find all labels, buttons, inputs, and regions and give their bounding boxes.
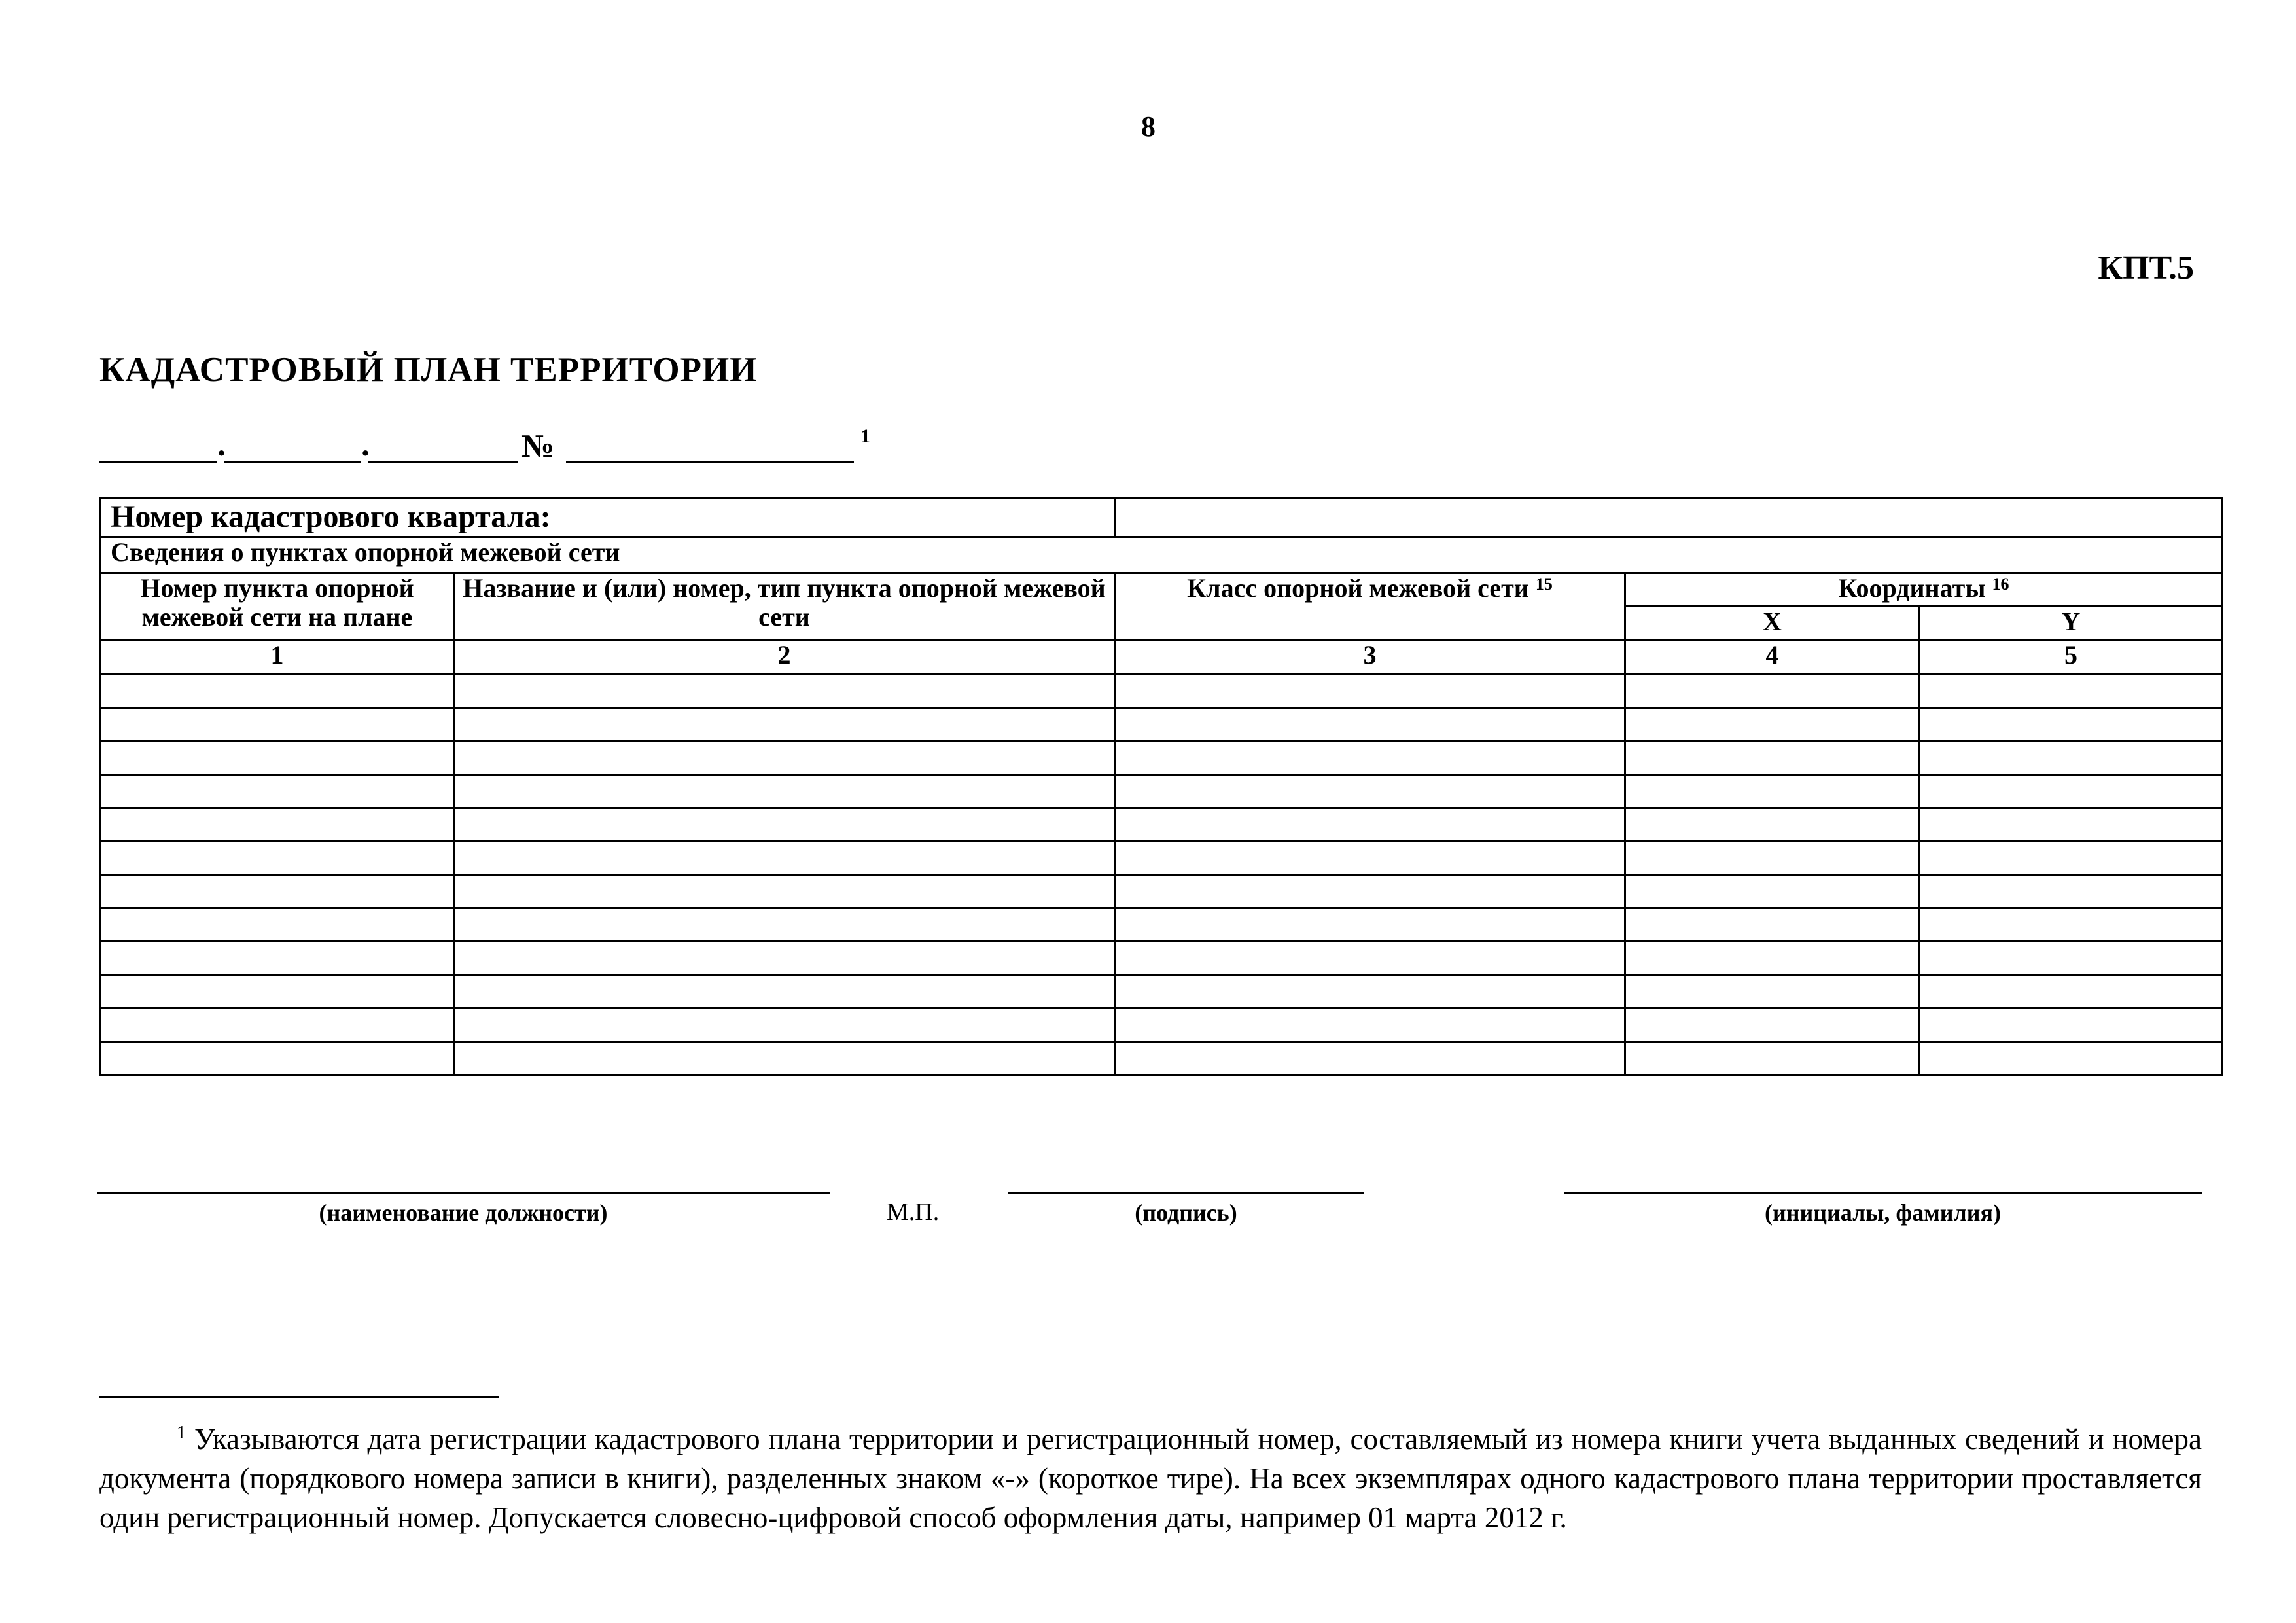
signature-line[interactable] [1008,1192,1364,1194]
registration-number-field[interactable] [566,429,854,463]
table-cell[interactable] [1920,775,2223,808]
table-row [101,1008,2223,1042]
table-row [101,708,2223,741]
table-cell[interactable] [1920,942,2223,975]
column-number: 3 [1115,640,1625,675]
table-cell[interactable] [101,741,454,775]
table-cell[interactable] [454,1008,1115,1042]
table-cell[interactable] [1625,1008,1920,1042]
table-cell[interactable] [101,875,454,908]
table-cell[interactable] [1625,875,1920,908]
signature-label: (подпись) [1135,1200,1237,1226]
footnote-reference: 1 [860,425,870,447]
table-cell[interactable] [1625,842,1920,875]
kvartal-label: Номер кадастрового квартала: [101,499,1115,537]
table-cell[interactable] [101,975,454,1008]
table-cell[interactable] [454,741,1115,775]
table-cell[interactable] [101,708,454,741]
table-row [101,808,2223,842]
table-cell[interactable] [1625,808,1920,842]
table-cell[interactable] [454,908,1115,942]
column-number: 4 [1625,640,1920,675]
table-cell[interactable] [1920,842,2223,875]
table-row [101,842,2223,875]
table-cell[interactable] [101,775,454,808]
table-row [101,675,2223,708]
document-title: КАДАСТРОВЫЙ ПЛАН ТЕРРИТОРИИ [99,351,758,389]
position-label: (наименование должности) [319,1200,608,1226]
table-row [101,775,2223,808]
number-sign: № [521,427,555,464]
table-cell[interactable] [1625,908,1920,942]
table-cell[interactable] [1115,875,1625,908]
table-cell[interactable] [1115,808,1625,842]
table-cell[interactable] [101,942,454,975]
table-cell[interactable] [1115,942,1625,975]
table-cell[interactable] [1625,675,1920,708]
table-cell[interactable] [454,775,1115,808]
table-cell[interactable] [1625,775,1920,808]
footnote-reference: 16 [1992,575,2009,594]
table-cell[interactable] [1115,842,1625,875]
form-code: КПТ.5 [2098,249,2194,287]
table-cell[interactable] [1625,708,1920,741]
table-cell[interactable] [454,675,1115,708]
column-number: 1 [101,640,454,675]
column-numbers-row [101,640,2223,675]
column-number: 5 [1920,640,2223,675]
table-cell[interactable] [1115,675,1625,708]
section-row [101,537,2223,573]
footnote-marker: 1 [177,1423,186,1443]
header-x: X [1625,607,1920,640]
table-cell[interactable] [1920,808,2223,842]
footnote-text [99,1414,2202,1537]
section-title: Сведения о пунктах опорной межевой сети [101,537,2223,573]
table-cell[interactable] [454,1042,1115,1075]
header-point-number: Номер пункта опорной межевой сети на плане [101,573,454,640]
table-cell[interactable] [1920,1008,2223,1042]
table-cell[interactable] [101,908,454,942]
table-cell[interactable] [101,842,454,875]
table-cell[interactable] [1115,908,1625,942]
table-cell[interactable] [1920,975,2223,1008]
header-network-class: Класс опорной межевой сети $^{15}$ [1115,573,1625,640]
table-row [101,1042,2223,1075]
table-cell[interactable] [454,975,1115,1008]
table-cell[interactable] [1920,908,2223,942]
date-month-field[interactable] [224,429,361,463]
table-cell[interactable] [1920,708,2223,741]
table-cell[interactable] [1920,1042,2223,1075]
table-cell[interactable] [101,808,454,842]
header-point-name: Название и (или) номер, тип пункта опорной межевой сети [454,573,1115,640]
footnote-separator [99,1396,499,1398]
table-cell[interactable] [1115,708,1625,741]
control-points-table [99,497,2223,1076]
kvartal-row [101,499,2223,537]
table-cell[interactable] [1115,1008,1625,1042]
footnote-reference: 15 [1535,575,1553,594]
table-cell[interactable] [1625,975,1920,1008]
table-row [101,875,2223,908]
page-number: 8 [1141,111,1156,143]
table-cell[interactable] [1920,875,2223,908]
name-label: (инициалы, фамилия) [1765,1200,2001,1226]
table-body [101,675,2223,1075]
position-signature-line[interactable] [97,1192,830,1194]
table-row [101,942,2223,975]
stamp-label: М.П. [887,1198,940,1226]
date-day-field[interactable] [99,429,217,463]
footnote-body: Указываются дата регистрации кадастрового плана территории и регистрационный номер, составляемый из номера книги учета выданных сведений и номера документа (порядкового номера записи в книги), разделенных знаком «-» (короткое тире). На всех экземплярах одного кадастрового плана территории проставляется один регистрационный номер. Допускается словесно-цифровой способ оформления даты, например 01 марта 2012 г. [99,1423,2202,1534]
name-signature-line[interactable] [1564,1192,2202,1194]
table-cell[interactable] [1625,942,1920,975]
table-cell[interactable] [1625,1042,1920,1075]
table-cell[interactable] [454,808,1115,842]
table-row [101,975,2223,1008]
date-separator: . [217,426,226,463]
table-cell[interactable] [454,942,1115,975]
kvartal-value-field[interactable] [1115,499,2223,537]
table-cell[interactable] [1115,975,1625,1008]
column-number: 2 [454,640,1115,675]
table-cell[interactable] [101,1042,454,1075]
table-cell[interactable] [101,675,454,708]
header-row [101,573,2223,607]
table-cell[interactable] [1115,1042,1625,1075]
table-cell[interactable] [454,875,1115,908]
table-cell[interactable] [1115,775,1625,808]
table-row [101,908,2223,942]
table-cell[interactable] [1625,741,1920,775]
date-separator: . [361,426,370,463]
table-cell[interactable] [454,708,1115,741]
header-y: Y [1920,607,2223,640]
table-cell[interactable] [454,842,1115,875]
header-coordinates: Координаты $^{16}$ [1625,573,2223,607]
table-cell[interactable] [1920,741,2223,775]
table-cell[interactable] [1115,741,1625,775]
table-row [101,741,2223,775]
date-year-field[interactable] [368,429,518,463]
table-cell[interactable] [101,1008,454,1042]
table-cell[interactable] [1920,675,2223,708]
